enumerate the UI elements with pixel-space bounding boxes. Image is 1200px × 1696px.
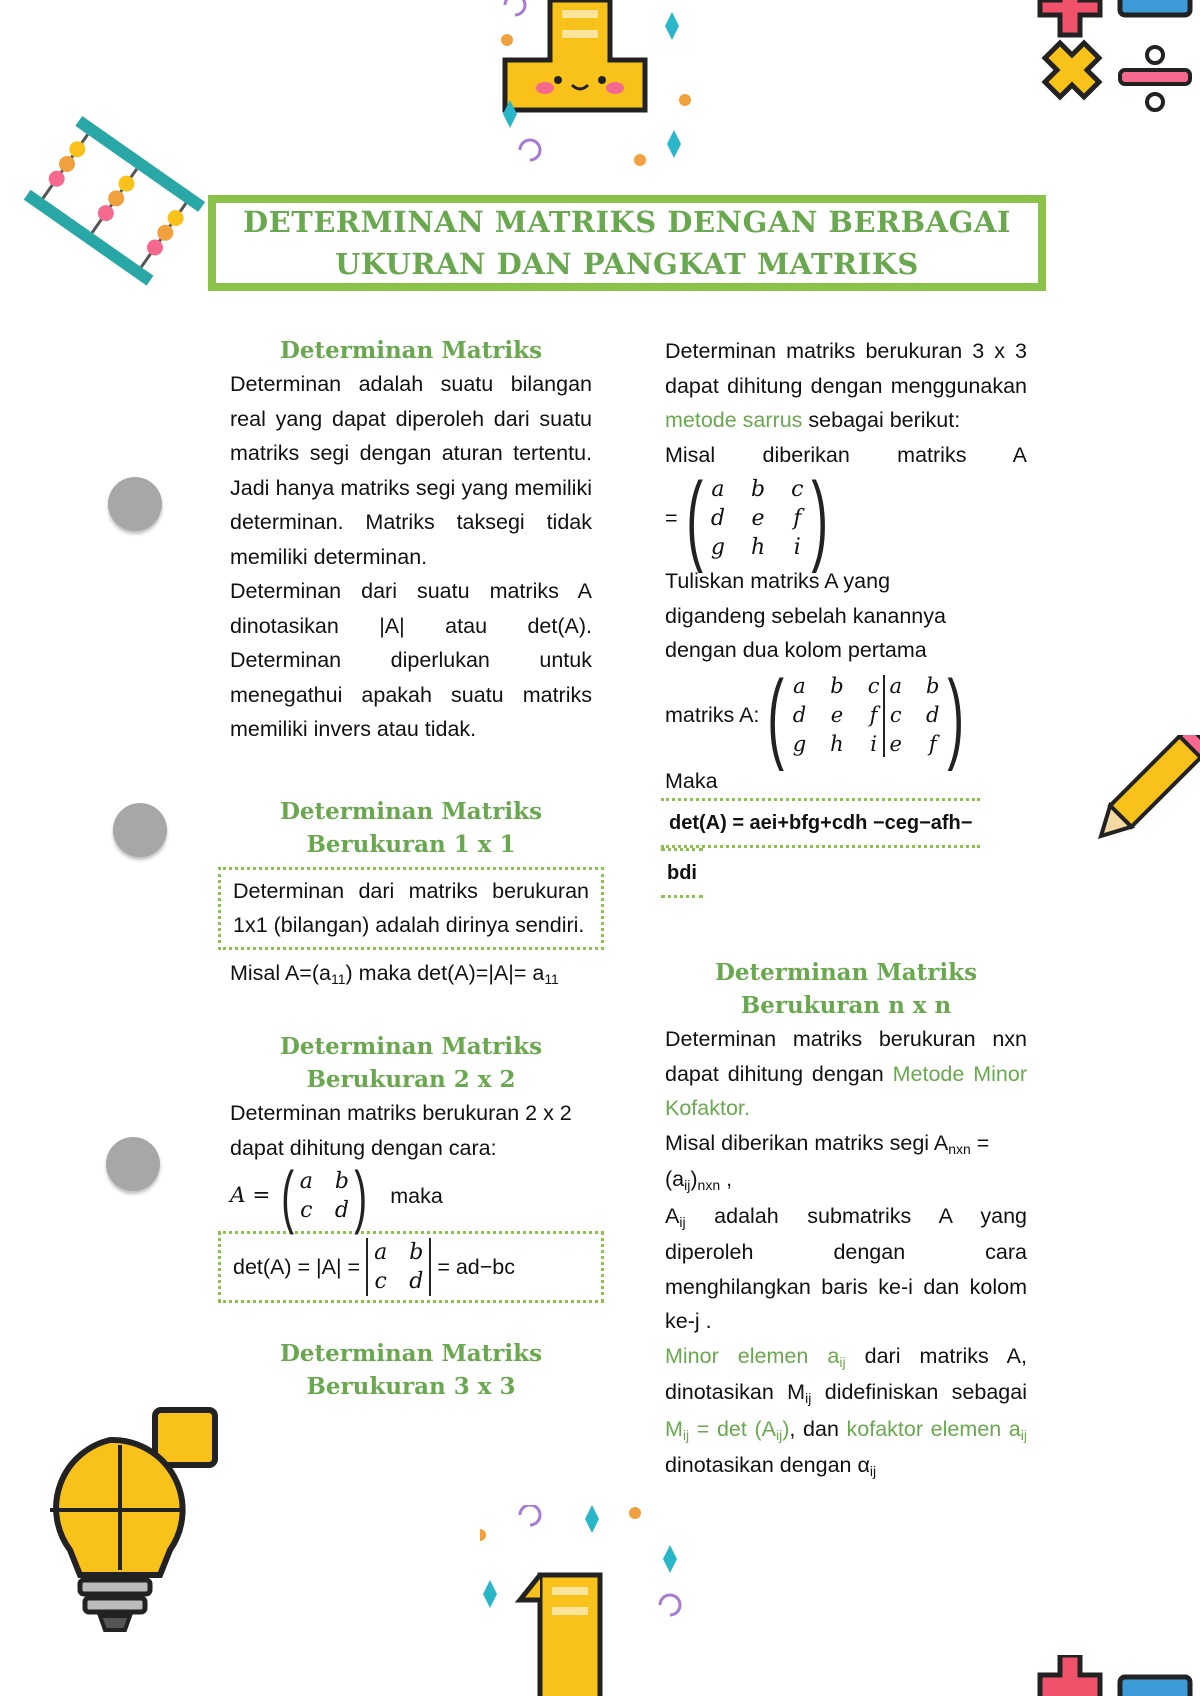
paragraph-notation: Determinan dari suatu matriks A dinotasikan |A| atau det(A). Determinan diperlukan untuk menegathui apakah suatu matriks memiliki invers atau tidak. <box>230 579 592 741</box>
heading-3x3-line1: Determinan Matriks <box>279 1340 543 1367</box>
section-heading-determinan: Determinan Matriks <box>279 337 543 364</box>
subscript: nxn <box>697 1177 721 1193</box>
right-paren: ) <box>947 659 965 772</box>
matrix-entry: c <box>867 674 880 698</box>
section-heading-2x2 <box>230 1030 592 1096</box>
heading-nxn-line2: Berukuran n x n <box>740 992 952 1019</box>
submatrix-b: adalah submatriks A yang diperoleh dengan cara menghilangkan baris ke-i dan kolom ke-j . <box>665 1203 1027 1333</box>
minor-def-M: M <box>665 1416 683 1441</box>
sarrus-intro-a: Determinan matriks berukuran 3 x 3 dapat dihitung dengan menggunakan <box>665 339 1027 398</box>
maka-label: Maka <box>665 768 718 793</box>
kofaktor-highlight: kofaktor elemen a <box>846 1416 1021 1441</box>
matrix-3x3-equation <box>665 462 1027 574</box>
right-paren: ) <box>811 462 829 574</box>
sarrus-intro-b: sebagai berikut: <box>808 408 961 432</box>
heading-1x1-line1: Determinan Matriks <box>279 797 543 825</box>
page-title-line-1: DETERMINAN MATRIKS DENGAN BERBAGAI <box>242 205 1011 239</box>
matrix-entry: g <box>792 732 807 756</box>
minor-text-d: dinotasikan dengan α <box>665 1453 870 1477</box>
matrix-3x3 <box>678 462 837 574</box>
matrix-entry: f <box>928 732 937 756</box>
matrix-entry: a <box>793 674 806 698</box>
matrix-entry: d <box>792 703 807 727</box>
left-paren: ( <box>281 1157 295 1235</box>
matrix-entry: e <box>889 732 902 756</box>
paragraph-matrix-given: Misal diberikan matriks A <box>665 442 1027 467</box>
right-column <box>665 334 1027 1485</box>
subscript: 11 <box>544 970 559 987</box>
heading-2x2-line2: Berukuran 2 x 2 <box>306 1066 516 1093</box>
nxn-matrix-d: , <box>720 1167 733 1191</box>
binder-dot <box>106 1137 160 1191</box>
paragraph-sarrus-intro <box>665 334 1027 438</box>
matrix-entry: c <box>300 1198 313 1223</box>
heading-1x1-line2: Berukuran 1 x 1 <box>306 830 516 858</box>
matrix-entry: b <box>409 1240 424 1265</box>
example-text-a: Misal A=(a <box>230 960 331 985</box>
binder-dot <box>108 477 162 531</box>
abacus-illustration <box>20 110 210 290</box>
matrix-entry: b <box>334 1169 349 1194</box>
matrix-entry: d <box>710 505 725 531</box>
subscript: ij <box>1020 1426 1028 1443</box>
matrix-entry: d <box>334 1198 349 1223</box>
matrix-label-A: A = <box>230 1182 271 1208</box>
nxn-intro-text: Determinan matriks berukuran nxn dapat dihitung dengan <box>665 1027 1027 1086</box>
paragraph-definition: Determinan adalah suatu bilangan real yang dapat diperoleh dari suatu matriks segi dengan aturan tertentu. Jadi hanya matriks segi yang memiliki determinan. Matriks taksegi tidak memiliki determinan. <box>230 372 592 569</box>
matrix-entry: c <box>889 703 902 727</box>
matrix-entry: b <box>751 476 766 502</box>
determinant-2x2-grid <box>374 1238 423 1296</box>
paragraph-nxn-matrix <box>665 1126 1027 1199</box>
paragraph-1x1-example <box>230 956 592 993</box>
nxn-matrix-a: Misal diberikan matriks segi A <box>665 1130 949 1155</box>
sarrus-formula-box <box>661 798 1027 898</box>
matrix-entry: a <box>299 1169 313 1194</box>
matrix-entry: d <box>409 1269 424 1294</box>
section-heading-nxn <box>665 956 1027 1022</box>
matrix-entry: h <box>830 732 844 756</box>
subscript: ij <box>776 1426 783 1443</box>
example-text-b: ) maka det(A)=|A|= a <box>345 960 545 985</box>
matrix-2x2-grid <box>300 1167 349 1225</box>
augment-divider <box>883 675 885 757</box>
subscript: ij <box>682 1426 690 1443</box>
augmented-matrix <box>759 659 972 772</box>
matrix-entry: e <box>751 505 765 531</box>
matrix-entry: b <box>925 674 940 698</box>
dotted-box-1x1 <box>218 867 604 950</box>
matrix-entry: i <box>870 732 877 756</box>
matrix-3x3-grid <box>711 475 804 562</box>
minor-kofaktor-highlight: Metode Minor Kofaktor. <box>665 1061 1027 1120</box>
matrix-entry: a <box>889 674 902 698</box>
matrix-2x2-equation <box>230 1157 592 1235</box>
matrix-entry: h <box>750 534 766 560</box>
matrix-entry: a <box>374 1240 388 1265</box>
binder-dot <box>113 803 167 857</box>
lightbulb-puzzle-illustration <box>35 1400 225 1640</box>
number-one-top-illustration <box>450 0 730 170</box>
augmented-matrix-row <box>665 659 1027 772</box>
dotted-box-2x2-det <box>218 1231 604 1303</box>
minor-def-close: ) <box>782 1416 790 1441</box>
sarrus-formula-line2: bdi <box>661 848 703 898</box>
matrix-entry: c <box>791 476 804 502</box>
submatrix-a: A <box>665 1203 680 1228</box>
subscript: ij <box>869 1463 877 1479</box>
section-heading-1x1 <box>230 795 592 861</box>
det-suffix: = ad−bc <box>437 1254 516 1279</box>
nxn-matrix-c: ) <box>690 1167 698 1191</box>
det-prefix: det(A) = |A| = <box>233 1254 361 1279</box>
page-title-line-2: UKURAN DAN PANGKAT MATRIKS <box>335 247 919 281</box>
matrix-entry: i <box>793 534 801 560</box>
paragraph-nxn-intro <box>665 1022 1027 1126</box>
augmented-left-grid <box>793 672 880 759</box>
matrix-entry: e <box>830 703 844 727</box>
subscript: ij <box>679 1213 686 1230</box>
nxn-matrix-b: = (a <box>665 1130 990 1191</box>
matrix-entry: d <box>925 703 940 727</box>
subscript: nxn <box>948 1140 971 1157</box>
heading-nxn-line1: Determinan Matriks <box>714 959 978 986</box>
sarrus-method-highlight: metode sarrus <box>665 408 803 432</box>
determinant-2x2 <box>366 1238 431 1296</box>
maka-text: maka <box>390 1183 443 1208</box>
minor-elemen-highlight: Minor elemen a <box>665 1343 840 1368</box>
left-column <box>230 334 592 1403</box>
minor-text-b: didefiniskan sebagai <box>811 1380 1027 1404</box>
matrix-entry: c <box>374 1269 387 1294</box>
augmented-right-grid <box>889 672 939 759</box>
matrix-entry: a <box>711 476 725 502</box>
paragraph-augment-instruction: Tuliskan matriks A yang digandeng sebelah kanannya dengan dua kolom pertama <box>665 569 946 662</box>
matrix-entry: f <box>793 505 802 531</box>
paragraph-minor-kofaktor <box>665 1339 1027 1485</box>
left-paren: ( <box>767 659 785 772</box>
left-paren: ( <box>685 462 703 574</box>
heading-2x2-line1: Determinan Matriks <box>279 1033 543 1060</box>
matrix-entry: f <box>869 703 878 727</box>
matrix-entry: g <box>710 534 725 560</box>
minor-text-c: , dan <box>789 1416 847 1441</box>
paragraph-2x2: Determinan matriks berukuran 2 x 2 dapat dihitung dengan cara: <box>230 1101 572 1160</box>
augmented-label: matriks A: <box>665 703 760 728</box>
matrix-2x2 <box>276 1157 372 1235</box>
subscript: ij <box>805 1390 812 1406</box>
subscript: ij <box>684 1177 691 1193</box>
equals-sign: = <box>665 505 678 530</box>
right-paren: ) <box>354 1157 367 1235</box>
matrix-entry: b <box>830 674 844 698</box>
subscript: ij <box>839 1353 846 1370</box>
paragraph-submatrix <box>665 1199 1027 1339</box>
number-one-bottom-illustration <box>480 1505 730 1696</box>
math-operators-top-illustration <box>1030 0 1200 130</box>
page-title-box <box>208 195 1046 291</box>
section-heading-3x3 <box>230 1337 592 1403</box>
sarrus-formula-line1: det(A) = aei+bfg+cdh −ceg−afh− <box>661 798 980 848</box>
math-operators-bottom-illustration <box>1030 1655 1200 1696</box>
pencil-illustration <box>1085 735 1200 855</box>
paragraph-1x1: Determinan dari matriks berukuran 1x1 (bilangan) adalah dirinya sendiri. <box>233 878 589 937</box>
minor-text-a: dari matriks A, dinotasikan M <box>665 1343 1027 1404</box>
heading-3x3-line2: Berukuran 3 x 3 <box>306 1373 516 1400</box>
subscript: 11 <box>330 970 346 987</box>
minor-def-det: = det (A <box>689 1416 777 1441</box>
